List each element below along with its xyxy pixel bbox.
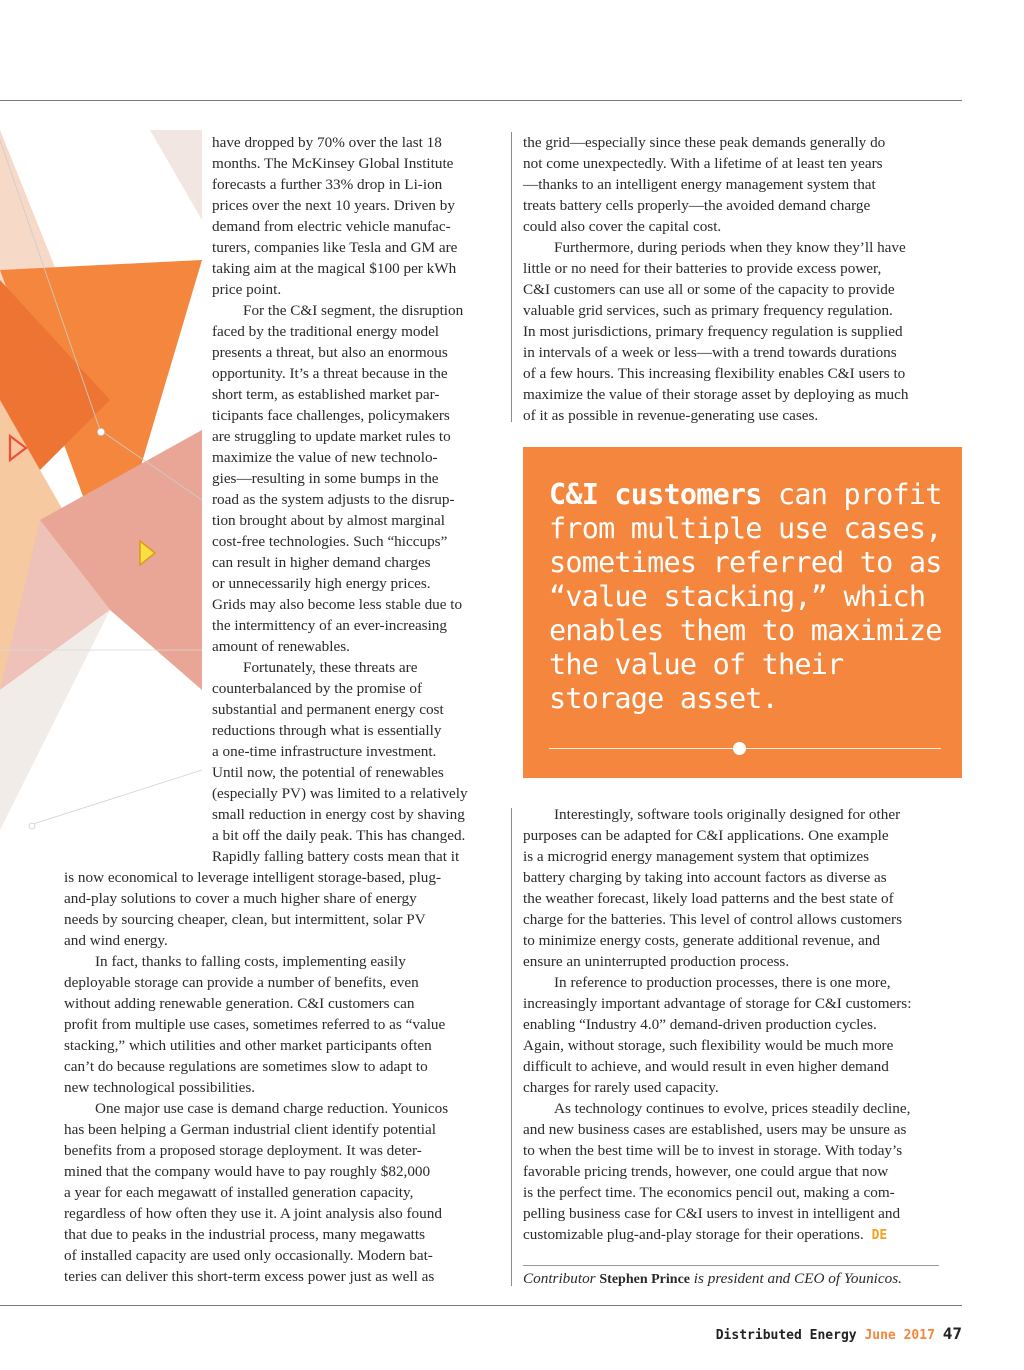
text-line: that due to peaks in the industrial process, many megawatts — [64, 1226, 426, 1243]
pull-quote-bold: C&I customers — [549, 478, 762, 511]
text-line: customizable plug-and-play storage for their operations. DE — [523, 1226, 888, 1243]
text-line: of a few hours. This increasing flexibility enables C&I users to — [523, 365, 906, 382]
text-line: and new business cases are established, users may be unsure as — [523, 1121, 907, 1138]
contributor-note — [523, 1268, 902, 1290]
text-line: have dropped by 70% over the last 18 — [212, 134, 442, 151]
text-line: mined that the company would have to pay roughly $82,000 — [64, 1163, 431, 1180]
text-line: the weather forecast, likely load patterns and the best state of — [523, 890, 894, 907]
text-line: maximize the value of their storage asset by deploying as much — [523, 386, 909, 403]
pull-quote-rest: can profit from multiple use cases, sometimes referred to as “value stacking,” which enables them to maximize the value of their storage asset. — [549, 478, 942, 715]
text-line: the intermittency of an ever-increasing — [212, 617, 447, 634]
text-line: ensure an uninterrupted production process. — [523, 953, 790, 970]
text-line: (especially PV) was limited to a relatively — [212, 785, 468, 802]
text-line: without adding renewable generation. C&I customers can — [64, 995, 415, 1012]
text-line: small reduction in energy cost by shaving — [212, 806, 465, 823]
art-node — [98, 429, 105, 436]
page-footer — [716, 1324, 962, 1343]
text-line: Until now, the potential of renewables — [212, 764, 444, 781]
art-line — [30, 770, 202, 825]
text-line: enabling “Industry 4.0” demand-driven production cycles. — [523, 1016, 877, 1033]
text-line: Again, without storage, such flexibility would be much more — [523, 1037, 894, 1054]
text-line: short term, as established market par- — [212, 386, 440, 403]
end-mark: DE — [863, 1228, 888, 1243]
text-line: the grid—especially since these peak demands generally do — [523, 134, 886, 151]
contributor-prefix: Contributor — [523, 1270, 596, 1287]
text-line: Fortunately, these threats are — [243, 659, 418, 676]
contributor-suffix: is president and CEO of Younicos. — [693, 1270, 902, 1287]
contributor-rule — [523, 1265, 939, 1266]
text-line: difficult to achieve, and would result in even higher demand — [523, 1058, 889, 1075]
text-line: C&I customers can use all or some of the capacity to provide — [523, 281, 895, 298]
text-line: is the perfect time. The economics pencil out, making a com- — [523, 1184, 895, 1201]
text-line: increasingly important advantage of storage for C&I customers: — [523, 995, 912, 1012]
text-line: In most jurisdictions, primary frequency regulation is supplied — [523, 323, 903, 340]
text-line: profit from multiple use cases, sometimes referred to as “value — [64, 1016, 446, 1033]
text-line: gies—resulting in some bumps in the — [212, 470, 439, 487]
magazine-name: Distributed Energy — [715, 1328, 857, 1343]
text-line: cost-free technologies. Such “hiccups” — [212, 533, 448, 550]
text-line: As technology continues to evolve, prices steadily decline, — [554, 1100, 911, 1117]
text-line: taking aim at the magical $100 per kWh — [212, 260, 457, 277]
text-line: —thanks to an intelligent energy management system that — [523, 176, 876, 193]
text-line: valuable grid services, such as primary frequency regulation. — [523, 302, 893, 319]
top-rule — [0, 100, 962, 101]
text-line: and wind energy. — [64, 932, 168, 949]
column-divider — [511, 808, 512, 1286]
text-line: forecasts a further 33% drop in Li-ion — [212, 176, 443, 193]
pull-quote-text — [549, 478, 949, 716]
text-line: road as the system adjusts to the disrup- — [212, 491, 455, 508]
text-line: benefits from a proposed storage deployment. It was deter- — [64, 1142, 422, 1159]
text-line: deployable storage can provide a number of benefits, even — [64, 974, 419, 991]
text-line: a one-time infrastructure investment. — [212, 743, 437, 760]
text-line: turers, companies like Tesla and GM are — [212, 239, 458, 256]
text-line: a year for each megawatt of installed generation capacity, — [64, 1184, 414, 1201]
text-line: of it as possible in revenue-generating use cases. — [523, 407, 819, 424]
text-line: purposes can be adapted for C&I applications. One example — [523, 827, 889, 844]
text-line: a bit off the daily peak. This has changed. — [212, 827, 466, 844]
text-line: new technological possibilities. — [64, 1079, 256, 1096]
text-line: or unnecessarily high energy prices. — [212, 575, 431, 592]
text-line: For the C&I segment, the disruption — [243, 302, 464, 319]
contributor-name: Stephen Prince — [599, 1272, 690, 1287]
text-line: favorable pricing trends, however, one could argue that now — [523, 1163, 889, 1180]
text-line: has been helping a German industrial client identify potential — [64, 1121, 436, 1138]
column-divider — [511, 132, 512, 422]
text-line: presents a threat, but also an enormous — [212, 344, 448, 361]
text-line: Rapidly falling battery costs mean that it — [212, 848, 460, 865]
text-line: counterbalanced by the promise of — [212, 680, 423, 697]
text-line: In fact, thanks to falling costs, implementing easily — [95, 953, 406, 970]
art-shape-top-pale — [150, 130, 202, 220]
text-line: to when the best time will be to invest in storage. With today’s — [523, 1142, 903, 1159]
text-line: regardless of how often they use it. A joint analysis also found — [64, 1205, 442, 1222]
text-line: to minimize energy costs, generate additional revenue, and — [523, 932, 880, 949]
text-line: Furthermore, during periods when they know they’ll have — [554, 239, 906, 256]
text-line: can result in higher demand charges — [212, 554, 431, 571]
text-line: price point. — [212, 281, 282, 298]
text-line: of installed capacity are used only occasionally. Modern bat- — [64, 1247, 433, 1264]
bottom-rule — [0, 1305, 962, 1306]
text-line: can’t do because regulations are sometimes slow to adapt to — [64, 1058, 428, 1075]
text-line: months. The McKinsey Global Institute — [212, 155, 454, 172]
text-line: In reference to production processes, there is one more, — [554, 974, 891, 991]
text-line: pelling business case for C&I users to invest in intelligent and — [523, 1205, 901, 1222]
text-line: and-play solutions to cover a much higher share of energy — [64, 890, 417, 907]
text-line: is now economical to leverage intelligent storage-based, plug- — [64, 869, 442, 886]
text-line: battery charging by taking into account factors as diverse as — [523, 869, 887, 886]
text-line: Interestingly, software tools originally designed for other — [554, 806, 901, 823]
text-line: amount of renewables. — [212, 638, 350, 655]
text-line: is a microgrid energy management system that optimizes — [523, 848, 869, 865]
text-line: faced by the traditional energy model — [212, 323, 440, 340]
text-line: reductions through what is essentially — [212, 722, 442, 739]
text-line: demand from electric vehicle manufac- — [212, 218, 451, 235]
text-line: One major use case is demand charge reduction. Younicos — [95, 1100, 449, 1117]
text-line: maximize the value of new technolo- — [212, 449, 438, 466]
pull-quote-dot-icon — [733, 742, 746, 755]
art-node — [29, 823, 35, 829]
text-line: treats battery cells properly—the avoided demand charge — [523, 197, 871, 214]
text-line: opportunity. It’s a threat because in the — [212, 365, 448, 382]
text-line: could also cover the capital cost. — [523, 218, 722, 235]
text-line: in intervals of a week or less—with a trend towards durations — [523, 344, 897, 361]
issue-date: June 2017 — [864, 1328, 935, 1343]
text-line: ticipants face challenges, policymakers — [212, 407, 450, 424]
text-line: Grids may also become less stable due to — [212, 596, 463, 613]
text-line: are struggling to update market rules to — [212, 428, 451, 445]
text-line: prices over the next 10 years. Driven by — [212, 197, 455, 214]
text-line: not come unexpectedly. With a lifetime of at least ten years — [523, 155, 883, 172]
text-line: substantial and permanent energy cost — [212, 701, 444, 718]
decorative-triangle-art — [0, 130, 202, 850]
text-line: little or no need for their batteries to provide excess power, — [523, 260, 882, 277]
text-line: teries can deliver this short-term excess power just as well as — [64, 1268, 435, 1285]
page-number: 47 — [942, 1324, 962, 1343]
text-line: needs by sourcing cheaper, clean, but intermittent, solar PV — [64, 911, 426, 928]
text-line: stacking,” which utilities and other market participants often — [64, 1037, 432, 1054]
text-line: tion brought about by almost marginal — [212, 512, 445, 529]
text-line: charges for rarely used capacity. — [523, 1079, 719, 1096]
text-line: charge for the batteries. This level of control allows customers — [523, 911, 903, 928]
